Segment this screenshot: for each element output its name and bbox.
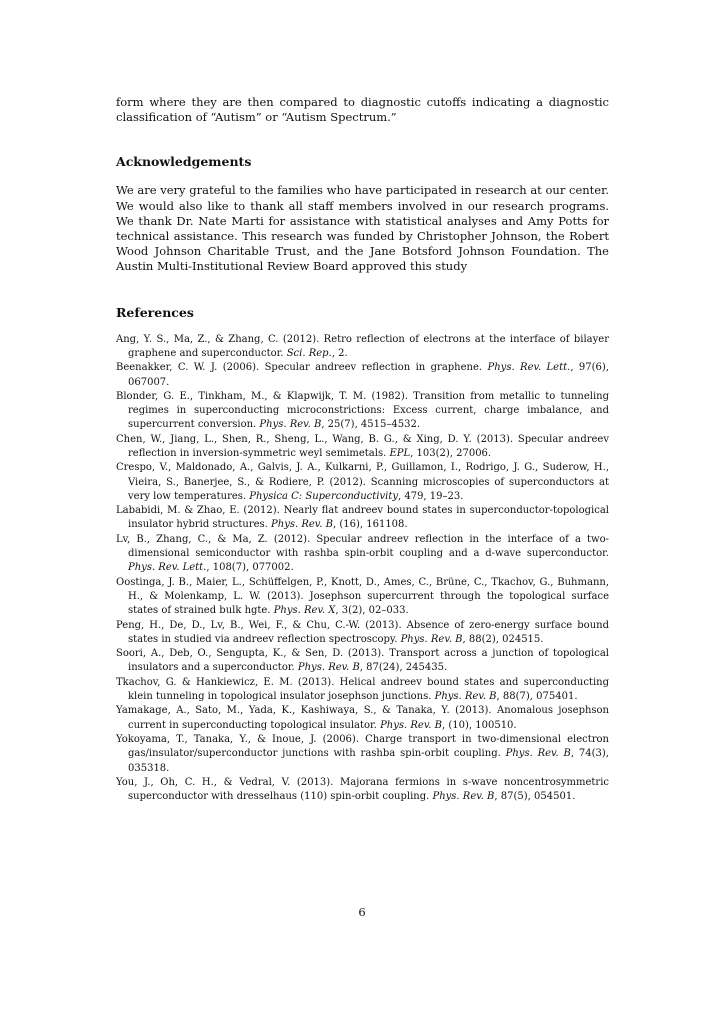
reference-item xyxy=(116,676,609,705)
reference-item xyxy=(116,704,609,733)
reference-details: , 3(2), 02–033. xyxy=(335,605,409,617)
reference-text: Ang, Y. S., Ma, Z., & Zhang, C. (2012). Retro reflection of electrons at the interface of bilayer graphene and superconductor. xyxy=(116,333,609,359)
intro-paragraph: form where they are then compared to diagnostic cutoffs indicating a diagnostic classification of “Autism” or “Autism Spectrum.” xyxy=(116,95,609,125)
reference-text: Yokoyama, T., Tanaka, Y., & Inoue, J. (2006). Charge transport in two-dimensional electron gas/insulator/superconductor junctions with rashba spin-orbit coupling. xyxy=(116,733,609,760)
references-list xyxy=(116,333,609,805)
reference-journal: Phys. Rev. B xyxy=(432,791,495,803)
page-number: 6 xyxy=(358,905,366,919)
reference-text: Peng, H., De, D., Lv, B., Wei, F., & Chu, C.-W. (2013). Absence of zero-energy surface bound states in studied via andreev reflection spectroscopy. xyxy=(116,619,609,645)
reference-item xyxy=(116,619,609,648)
reference-journal: Phys. Rev. X xyxy=(273,605,336,617)
reference-journal: Sci. Rep. xyxy=(286,347,332,359)
reference-journal: Phys. Rev. Lett. xyxy=(487,362,571,374)
reference-item xyxy=(116,390,609,433)
reference-text: Chen, W., Jiang, L., Shen, R., Sheng, L., Wang, B. G., & Xing, D. Y. (2013). Specular andreev reflection in inversion-symmetric weyl semimetals. xyxy=(116,433,609,459)
reference-details: , 88(2), 024515. xyxy=(462,633,544,645)
reference-item xyxy=(116,361,609,390)
reference-text: Lababidi, M. & Zhao, E. (2012). Nearly flat andreev bound states in superconductor-topological insulator hybrid structures. xyxy=(116,505,609,531)
reference-journal: Phys. Rev. B xyxy=(271,519,333,531)
reference-item xyxy=(116,433,609,462)
reference-journal: Phys. Rev. B xyxy=(400,633,463,645)
reference-item xyxy=(116,461,609,504)
reference-details: , 88(7), 075401. xyxy=(496,691,578,703)
reference-item xyxy=(116,333,609,362)
reference-journal: Phys. Rev. B xyxy=(434,691,497,703)
references-heading: References xyxy=(116,304,194,320)
reference-text: Crespo, V., Maldonado, A., Galvis, J. A., Kulkarni, P., Guillamon, I., Rodrigo, J. G., Suderow, H., Vieira, S., Banerjee, S., & Rodiere, P. (2012). Scanning microscopies of superconductors at very low temperatures. xyxy=(116,462,609,502)
reference-journal: Phys. Rev. B xyxy=(505,748,571,760)
reference-details: , 2. xyxy=(331,347,348,359)
reference-details: , 97(6), 067007. xyxy=(128,362,609,388)
reference-item xyxy=(116,776,609,805)
reference-item xyxy=(116,647,609,676)
reference-details: , 479, 19–23. xyxy=(397,490,464,502)
page-content xyxy=(116,95,609,804)
reference-details: , 87(24), 245435. xyxy=(359,662,448,674)
reference-item xyxy=(116,533,609,576)
reference-details: , 74(3), 035318. xyxy=(128,748,609,774)
reference-item xyxy=(116,576,609,619)
reference-item xyxy=(116,733,609,776)
reference-journal: Phys. Rev. Lett. xyxy=(128,562,207,574)
reference-journal: Phys. Rev. B xyxy=(259,419,322,431)
reference-text: Lv, B., Zhang, C., & Ma, Z. (2012). Specular andreev reflection in the interface of a two-dimensional semiconductor with rashba spin-orbit coupling and a d-wave superconductor. xyxy=(116,533,609,560)
reference-text: You, J., Oh, C. H., & Vedral, V. (2013). Majorana fermions in s-wave noncentrosymmetric superconductor with dresselhaus (110) spin-orbit coupling. xyxy=(116,776,609,803)
reference-journal: Phys. Rev. B xyxy=(380,719,442,731)
acknowledgements-heading: Acknowledgements xyxy=(116,154,252,170)
acknowledgements-paragraph: We are very grateful to the families who have participated in research at our center. We would also like to thank all staff members involved in our research programs. We thank Dr. Nate Marti for assistance with statistical analyses and Amy Potts for technical assistance. This research was funded by Christopher Johnson, the Robert Wood Johnson Charitable Trust, and the Jane Botsford Johnson Foundation. The Austin Multi-Institutional Review Board approved this study xyxy=(116,183,609,274)
reference-journal: EPL xyxy=(389,448,411,459)
reference-text: Blonder, G. E., Tinkham, M., & Klapwijk, T. M. (1982). Transition from metallic to tunneling regimes in superconducting microconstrictions: Excess current, charge imbalance, and supercurrent conversion. xyxy=(116,390,609,431)
reference-text: Tkachov, G. & Hankiewicz, E. M. (2013). Helical andreev bound states and superconducting klein tunneling in topological insulator josephson junctions. xyxy=(116,676,609,703)
reference-details: , 103(2), 27006. xyxy=(410,448,492,459)
reference-details: , 108(7), 077002. xyxy=(206,562,294,574)
reference-details: , (16), 161108. xyxy=(332,519,408,531)
reference-journal: Physica C: Superconductivity xyxy=(249,490,398,502)
reference-text: Yamakage, A., Sato, M., Yada, K., Kashiwaya, S., & Tanaka, Y. (2013). Anomalous josephson current in superconducting topological insulator. xyxy=(116,705,609,731)
reference-text: Oostinga, J. B., Maier, L., Schüffelgen, P., Knott, D., Ames, C., Brüne, C., Tkachov, G., Buhmann, H., & Molenkamp, L. W. (2013). Josephson supercurrent through the topological surface states of strained bulk hgte. xyxy=(116,576,609,617)
reference-details: , 25(7), 4515–4532. xyxy=(321,419,421,431)
reference-details: , (10), 100510. xyxy=(442,719,517,731)
reference-journal: Phys. Rev. B xyxy=(297,662,360,674)
reference-text: Soori, A., Deb, O., Sengupta, K., & Sen, D. (2013). Transport across a junction of topological insulators and a superconductor. xyxy=(116,648,609,674)
reference-details: , 87(5), 054501. xyxy=(494,791,576,803)
reference-item xyxy=(116,504,609,533)
reference-text: Beenakker, C. W. J. (2006). Specular andreev reflection in graphene. xyxy=(116,362,488,374)
